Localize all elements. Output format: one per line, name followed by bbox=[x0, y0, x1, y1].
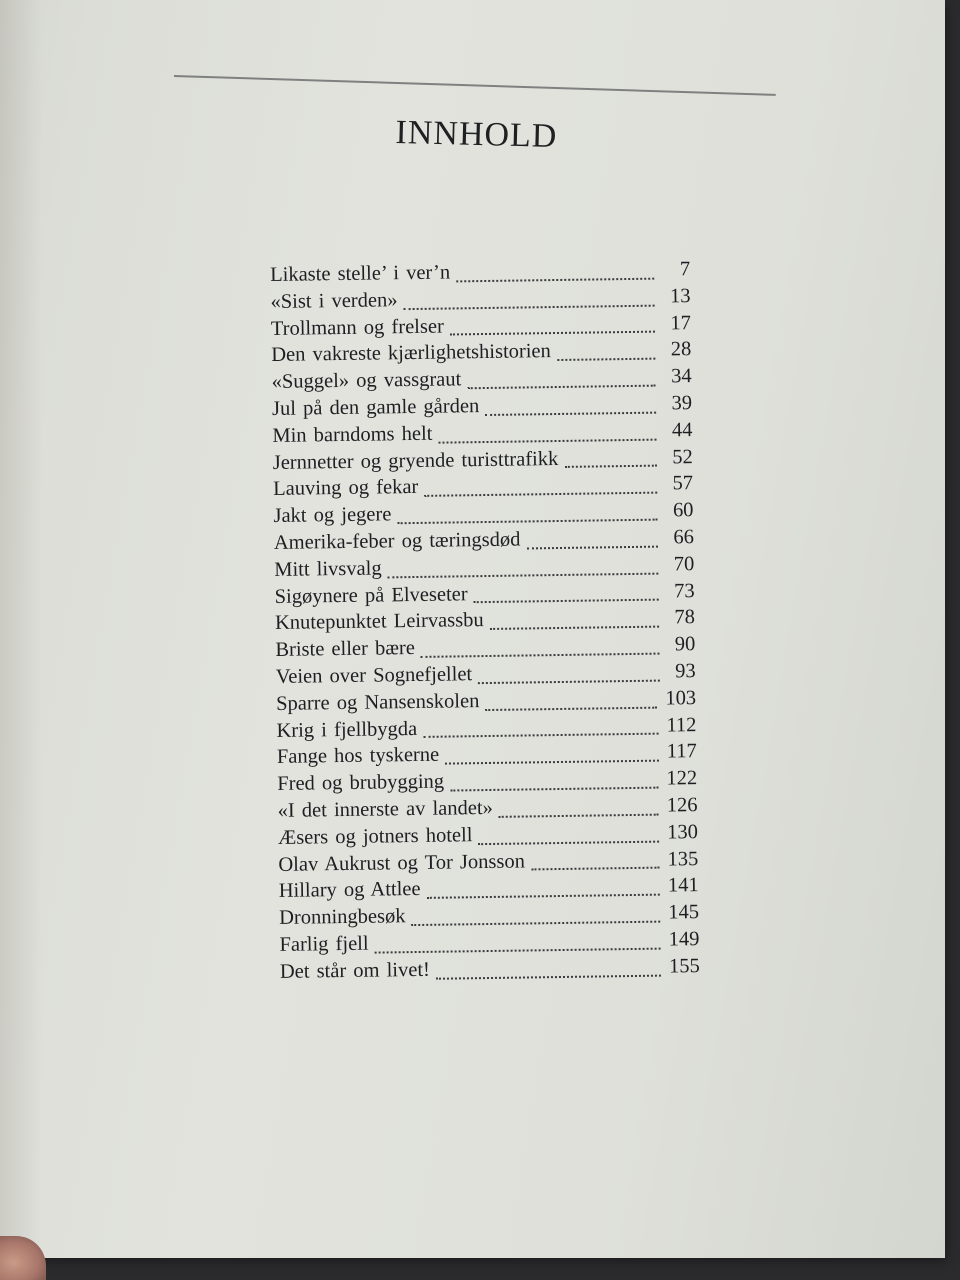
toc-entry-page-number: 28 bbox=[670, 338, 692, 361]
toc-dot-leader bbox=[474, 599, 659, 604]
toc-dot-leader bbox=[445, 760, 659, 765]
toc-entry-page-number: 117 bbox=[666, 740, 698, 763]
toc-entry-title: Fred og brubygging bbox=[277, 770, 445, 796]
toc-entry-title: Dronningbesøk bbox=[278, 905, 406, 930]
toc-dot-leader bbox=[423, 733, 658, 738]
toc-entry-title: Hillary og Attlee bbox=[278, 878, 421, 903]
toc-entry-page-number: 66 bbox=[673, 526, 695, 549]
toc-entry-title: «Suggel» og vassgraut bbox=[271, 368, 462, 394]
toc-entry-page-number: 141 bbox=[667, 874, 699, 897]
toc-dot-leader bbox=[467, 385, 655, 390]
toc-dot-leader bbox=[436, 974, 661, 979]
toc-entry-page-number: 112 bbox=[666, 713, 697, 737]
toc-entry-page-number: 70 bbox=[673, 552, 695, 576]
toc-entry-title: Jakt og jegere bbox=[273, 503, 392, 528]
toc-entry-page-number: 155 bbox=[668, 954, 700, 978]
toc-entry-title: Jul på den gamle gården bbox=[271, 395, 480, 420]
toc-entry-page-number: 145 bbox=[668, 901, 700, 924]
toc-entry-title: Knutepunktet Leirvassbu bbox=[274, 609, 484, 635]
toc-dot-leader bbox=[557, 358, 655, 361]
toc-entry-title: Mitt livsvalg bbox=[274, 557, 382, 581]
toc-entry bbox=[280, 955, 700, 988]
toc-entry-title: «Sist i verden» bbox=[270, 289, 398, 313]
toc-dot-leader bbox=[450, 331, 655, 336]
toc-entry-page-number: 149 bbox=[668, 927, 700, 951]
toc-dot-leader bbox=[397, 519, 657, 525]
toc-entry-title: Min barndoms helt bbox=[272, 422, 433, 447]
toc-entry-page-number: 73 bbox=[673, 579, 695, 602]
toc-dot-leader bbox=[424, 492, 657, 497]
toc-dot-leader bbox=[412, 921, 661, 926]
toc-entry-page-number: 57 bbox=[672, 472, 694, 495]
toc-dot-leader bbox=[485, 411, 656, 415]
toc-entry-title: Sigøynere på Elveseter bbox=[274, 582, 468, 608]
toc-entry-title: Jernnetter og gryende turisttrafikk bbox=[272, 447, 559, 474]
toc-entry-title: Briste eller bære bbox=[275, 637, 416, 662]
page-title: INNHOLD bbox=[395, 114, 558, 155]
toc-dot-leader bbox=[450, 787, 658, 792]
toc-entry-title: Den vakreste kjærlighetshistorien bbox=[271, 340, 551, 367]
toc-entry-page-number: 52 bbox=[672, 445, 693, 468]
toc-entry-title: Lauving og fekar bbox=[272, 476, 419, 501]
toc-entry-page-number: 122 bbox=[666, 767, 698, 790]
toc-entry-page-number: 34 bbox=[670, 365, 692, 388]
toc-dot-leader bbox=[404, 304, 655, 310]
toc-dot-leader bbox=[421, 653, 660, 658]
toc-entry-page-number: 39 bbox=[671, 392, 693, 415]
toc-entry-title: Fange hos tyskerne bbox=[276, 744, 440, 769]
toc-dot-leader bbox=[478, 679, 660, 684]
toc-dot-leader bbox=[388, 572, 659, 578]
toc-entry-title: Krig i fjellbygda bbox=[276, 717, 418, 742]
toc-entry-page-number: 17 bbox=[670, 311, 692, 335]
toc-entry-page-number: 13 bbox=[669, 284, 691, 308]
toc-dot-leader bbox=[564, 465, 657, 468]
toc-entry-page-number: 93 bbox=[675, 660, 696, 683]
toc-dot-leader bbox=[375, 947, 661, 953]
toc-entry-page-number: 78 bbox=[674, 606, 696, 629]
toc-dot-leader bbox=[485, 706, 657, 710]
toc-entry-page-number: 90 bbox=[674, 633, 696, 656]
toc-entry-page-number: 126 bbox=[666, 794, 698, 817]
toc-entry-title: Amerika-feber og tæringsdød bbox=[273, 528, 521, 554]
toc-entry-page-number: 60 bbox=[672, 499, 694, 522]
toc-dot-leader bbox=[479, 840, 660, 845]
toc-entry-title: Likaste stelle’ i ver’n bbox=[270, 261, 451, 286]
table-of-contents bbox=[270, 258, 700, 987]
toc-entry-title: Farlig fjell bbox=[279, 932, 369, 956]
toc-entry-page-number: 135 bbox=[667, 847, 699, 871]
toc-dot-leader bbox=[456, 277, 654, 282]
toc-entry-title: Det står om livet! bbox=[279, 958, 431, 983]
toc-dot-leader bbox=[499, 813, 659, 817]
toc-entry-title: Sparre og Nansenskolen bbox=[275, 689, 480, 715]
toc-dot-leader bbox=[531, 867, 660, 871]
toc-entry-page-number: 44 bbox=[671, 418, 693, 442]
toc-entry-page-number: 103 bbox=[665, 686, 697, 710]
toc-entry-title: Olav Aukrust og Tor Jonsson bbox=[278, 850, 526, 876]
toc-entry-title: «I det innerste av landet» bbox=[277, 796, 493, 822]
toc-entry-page-number: 130 bbox=[667, 820, 699, 844]
toc-entry-title: Veien over Sognefjellet bbox=[275, 663, 473, 688]
page-gutter-shadow bbox=[0, 0, 42, 1258]
toc-entry-title: Trollmann og frelser bbox=[270, 315, 444, 340]
header-rule bbox=[174, 75, 776, 96]
toc-dot-leader bbox=[490, 626, 659, 630]
toc-entry-title: Æsers og jotners hotell bbox=[277, 823, 473, 849]
toc-entry-page-number: 7 bbox=[679, 258, 691, 281]
toc-dot-leader bbox=[427, 894, 660, 899]
toc-dot-leader bbox=[439, 438, 657, 443]
toc-dot-leader bbox=[527, 545, 658, 549]
